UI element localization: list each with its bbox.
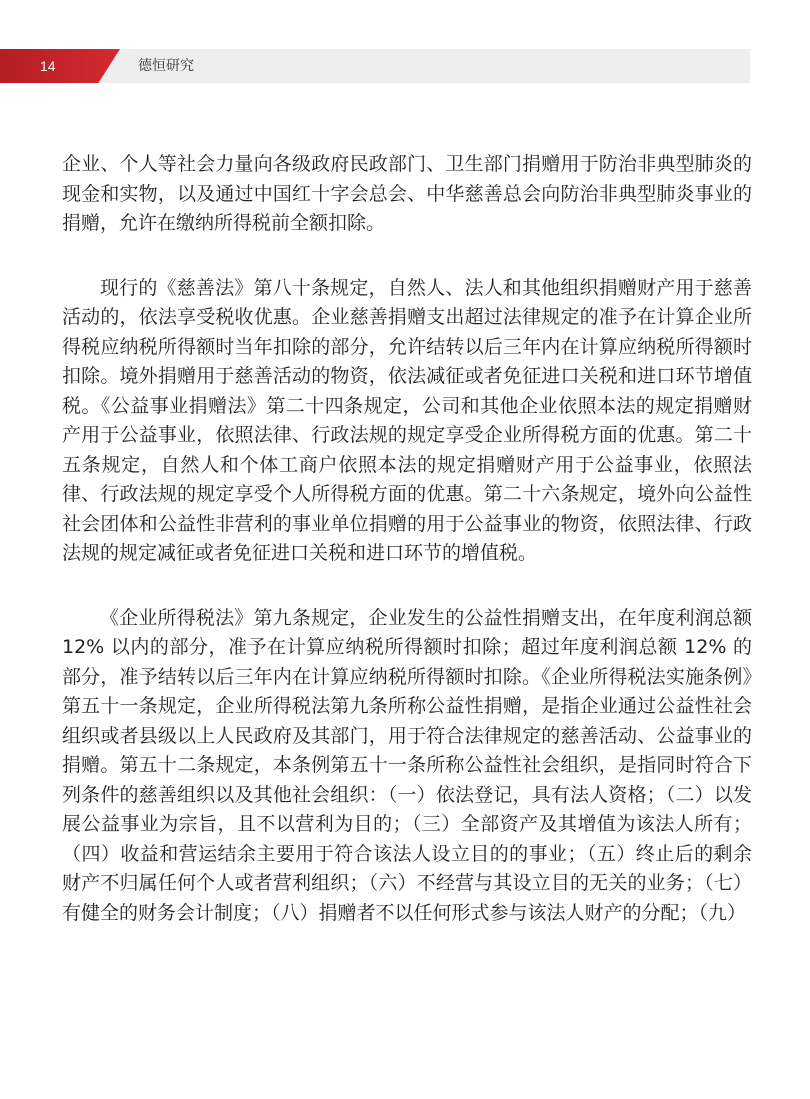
page-number: 14 xyxy=(40,58,56,74)
document-body xyxy=(62,150,752,963)
page-header xyxy=(0,49,750,83)
paragraph: 《企业所得税法》第九条规定，企业发生的公益性捐赠支出，在年度利润总额 12% 以内的部分，准予在计算应纳税所得额时扣除；超过年度利润总额 12% 的部分，准予结转以后三年内在计算应纳税所得额时扣除。《企业所得税法实施条例》第五十一条规定，企业所得税法第九条所称公益性捐赠，是指企业通过公益性社会组织或者县级以上人民政府及其部门，用于符合法律规定的慈善活动、公益事业的捐赠。第五十二条规定，本条例第五十一条所称公益性社会组织，是指同时符合下列条件的慈善组织以及其他社会组织：（一）依法登记，具有法人资格；（二）以发展公益事业为宗旨，且不以营利为目的；（三）全部资产及其增值为该法人所有；（四）收益和营运结余主要用于符合该法人设立目的的事业；（五）终止后的剩余财产不归属任何个人或者营利组织；（六）不经营与其设立目的无关的业务；（七）有健全的财务会计制度；（八）捐赠者不以任何形式参与该法人财产的分配；（九） xyxy=(62,606,752,924)
page-number-tab xyxy=(0,49,120,83)
paragraph: 现行的《慈善法》第八十条规定，自然人、法人和其他组织捐赠财产用于慈善活动的，依法享受税收优惠。企业慈善捐赠支出超过法律规定的准予在计算企业所得税应纳税所得额时当年扣除的部分，允许结转以后三年内在计算应纳税所得额时扣除。境外捐赠用于慈善活动的物资，依法减征或者免征进口关税和进口环节增值税。《公益事业捐赠法》第二十四条规定，公司和其他企业依照本法的规定捐赠财产用于公益事业，依照法律、行政法规的规定享受企业所得税方面的优惠。第二十五条规定，自然人和个体工商户依照本法的规定捐赠财产用于公益事业，依照法律、行政法规的规定享受个人所得税方面的优惠。第二十六条规定，境外向公益性社会团体和公益性非营利的事业单位捐赠的用于公益事业的物资，依照法律、行政法规的规定减征或者免征进口关税和进口环节的增值税。 xyxy=(62,276,752,564)
paragraph: 企业、个人等社会力量向各级政府民政部门、卫生部门捐赠用于防治非典型肺炎的现金和实物，以及通过中国红十字会总会、中华慈善总会向防治非典型肺炎事业的捐赠，允许在缴纳所得税前全额扣除。 xyxy=(62,153,752,234)
header-title: 德恒研究 xyxy=(138,58,194,74)
